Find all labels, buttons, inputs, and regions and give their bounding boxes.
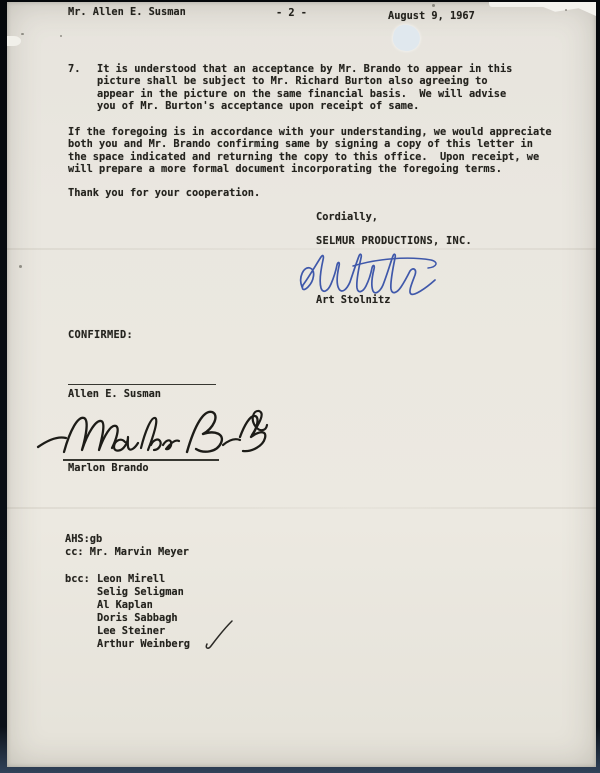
scan-speck [565,9,567,11]
paragraph7-number: 7. [68,63,81,75]
scan-speck [21,33,24,35]
paragraph7-line: picture shall be subject to Mr. Richard Burton also agreeing to [97,75,488,87]
signatory1-name: Allen E. Susman [68,388,161,400]
paper-notch-left [7,36,21,46]
paragraph7-line: It is understood that an acceptance by Mr. Brando to appear in this [97,63,513,75]
bcc-name: Selig Seligman [97,586,184,598]
scan-speck [19,265,22,268]
fold-crease-lower [7,507,596,509]
salutation: Cordially, [316,211,378,223]
paragraph7-line: appear in the picture on the same financial basis. We will advise [97,88,507,100]
bcc-name: Lee Steiner [97,625,166,637]
scan-speck [432,4,435,7]
signatory2-name: Marlon Brando [68,462,149,474]
typist-reference: AHS:gb [65,533,103,545]
company-name: SELMUR PRODUCTIONS, INC. [316,235,472,247]
bcc-name: Leon Mirell [97,573,166,585]
fold-crease-upper [7,248,596,250]
closing-paragraph-line: If the foregoing is in accordance with your understanding, we would appreciate [68,126,552,138]
header-date: August 9, 1967 [388,10,475,22]
thanks-line: Thank you for your cooperation. [68,187,261,199]
paragraph7-line: you of Mr. Burton's acceptance upon receipt of same. [97,100,420,112]
brando-signature-line [63,459,219,461]
bcc-name: Doris Sabbagh [97,612,178,624]
susman-signature-line [68,384,216,385]
closing-paragraph-line: the space indicated and returning the copy to this office. Upon receipt, we [68,151,540,163]
closing-paragraph-line: will prepare a more formal document incorporating the foregoing terms. [68,163,502,175]
letter-page [7,2,596,767]
closing-paragraph-line: both you and Mr. Brando confirming same by signing a copy of this letter in [68,138,533,150]
bcc-label: bcc: [65,573,90,585]
confirmed-label: CONFIRMED: [68,329,133,341]
cc-line: cc: Mr. Marvin Meyer [65,546,189,558]
bcc-name: Al Kaplan [97,599,153,611]
paper-blemish [391,22,423,53]
header-page-number: - 2 - [276,7,307,19]
bcc-name: Arthur Weinberg [97,638,190,650]
scan-speck [60,35,62,37]
handwritten-checkmark [203,619,235,651]
header-recipient: Mr. Allen E. Susman [68,6,186,18]
signer-name: Art Stolnitz [316,294,391,306]
